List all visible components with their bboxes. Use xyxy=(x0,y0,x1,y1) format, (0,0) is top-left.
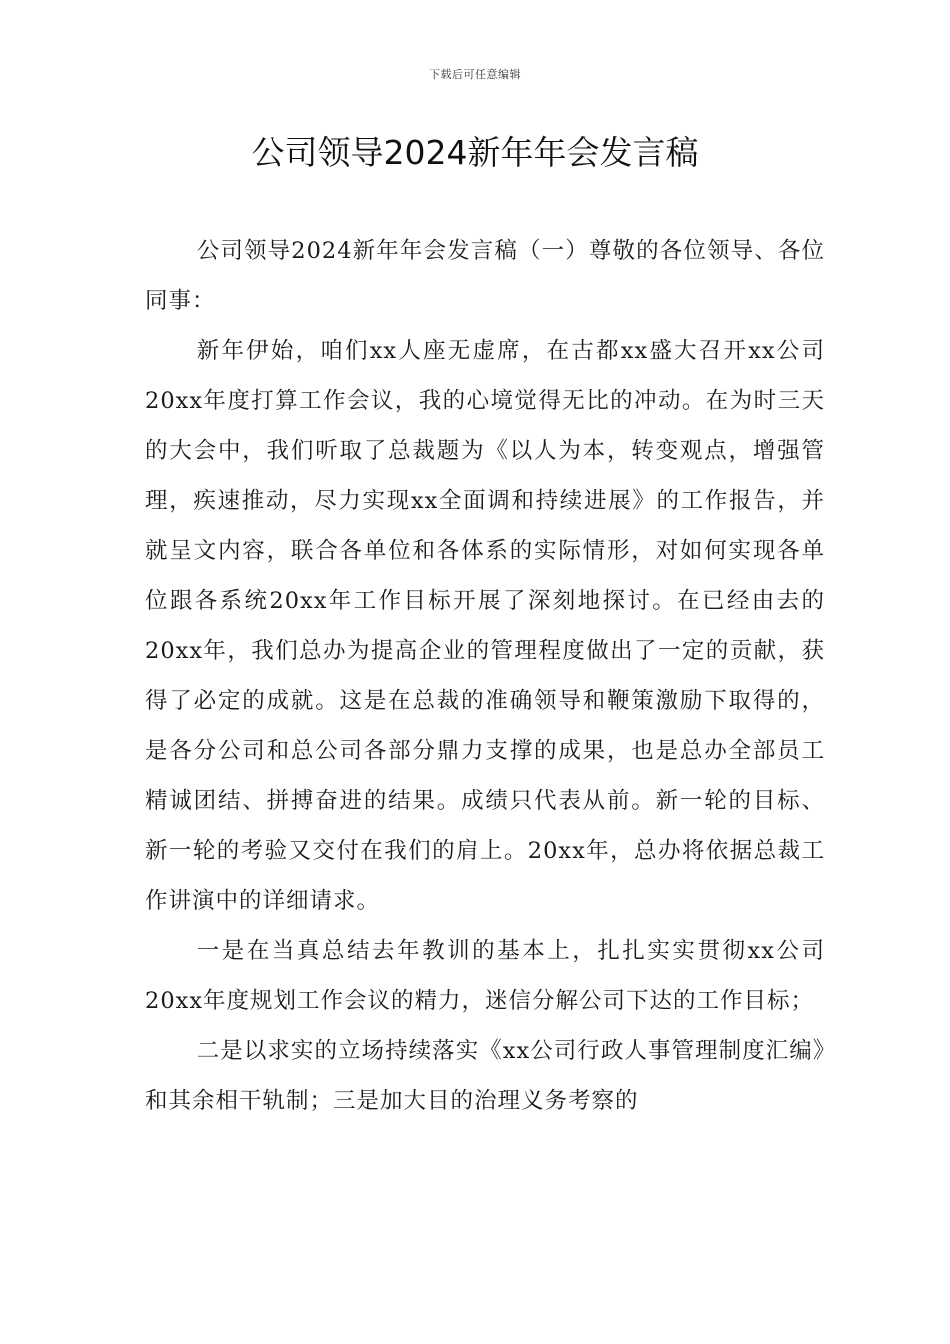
document-title: 公司领导2024新年年会发言稿 xyxy=(251,133,699,172)
paragraph: 公司领导2024新年年会发言稿（一）尊敬的各位领导、各位同事： xyxy=(145,238,825,314)
paragraph: 二是以求实的立场持续落实《xx公司行政人事管理制度汇编》和其余相干轨制；三是加大目的治理义务考察的 xyxy=(145,1038,825,1114)
paragraph: 一是在当真总结去年教训的基本上，扎扎实实贯彻xx公司20xx年度规划工作会议的精力，迷信分解公司下达的工作目标； xyxy=(145,938,825,1014)
document-body xyxy=(145,226,825,1126)
paragraph: 新年伊始，咱们xx人座无虚席，在古都xx盛大召开xx公司20xx年度打算工作会议，我的心境觉得无比的冲动。在为时三天的大会中，我们听取了总裁题为《以人为本，转变观点，增强管理，疾速推动，尽力实现xx全面调和持续进展》的工作报告，并就呈文内容，联合各单位和各体系的实际情形，对如何实现各单位跟各系统20xx年工作目标开展了深刻地探讨。在已经由去的20xx年，我们总办为提高企业的管理程度做出了一定的贡献，获得了必定的成就。这是在总裁的准确领导和鞭策激励下取得的，是各分公司和总公司各部分鼎力支撑的成果，也是总办全部员工精诚团结、拼搏奋进的结果。成绩只代表从前。新一轮的目标、新一轮的考验又交付在我们的肩上。20xx年，总办将依据总裁工作讲演中的详细请求。 xyxy=(145,338,825,914)
header-note: 下载后可任意编辑 xyxy=(429,68,521,81)
